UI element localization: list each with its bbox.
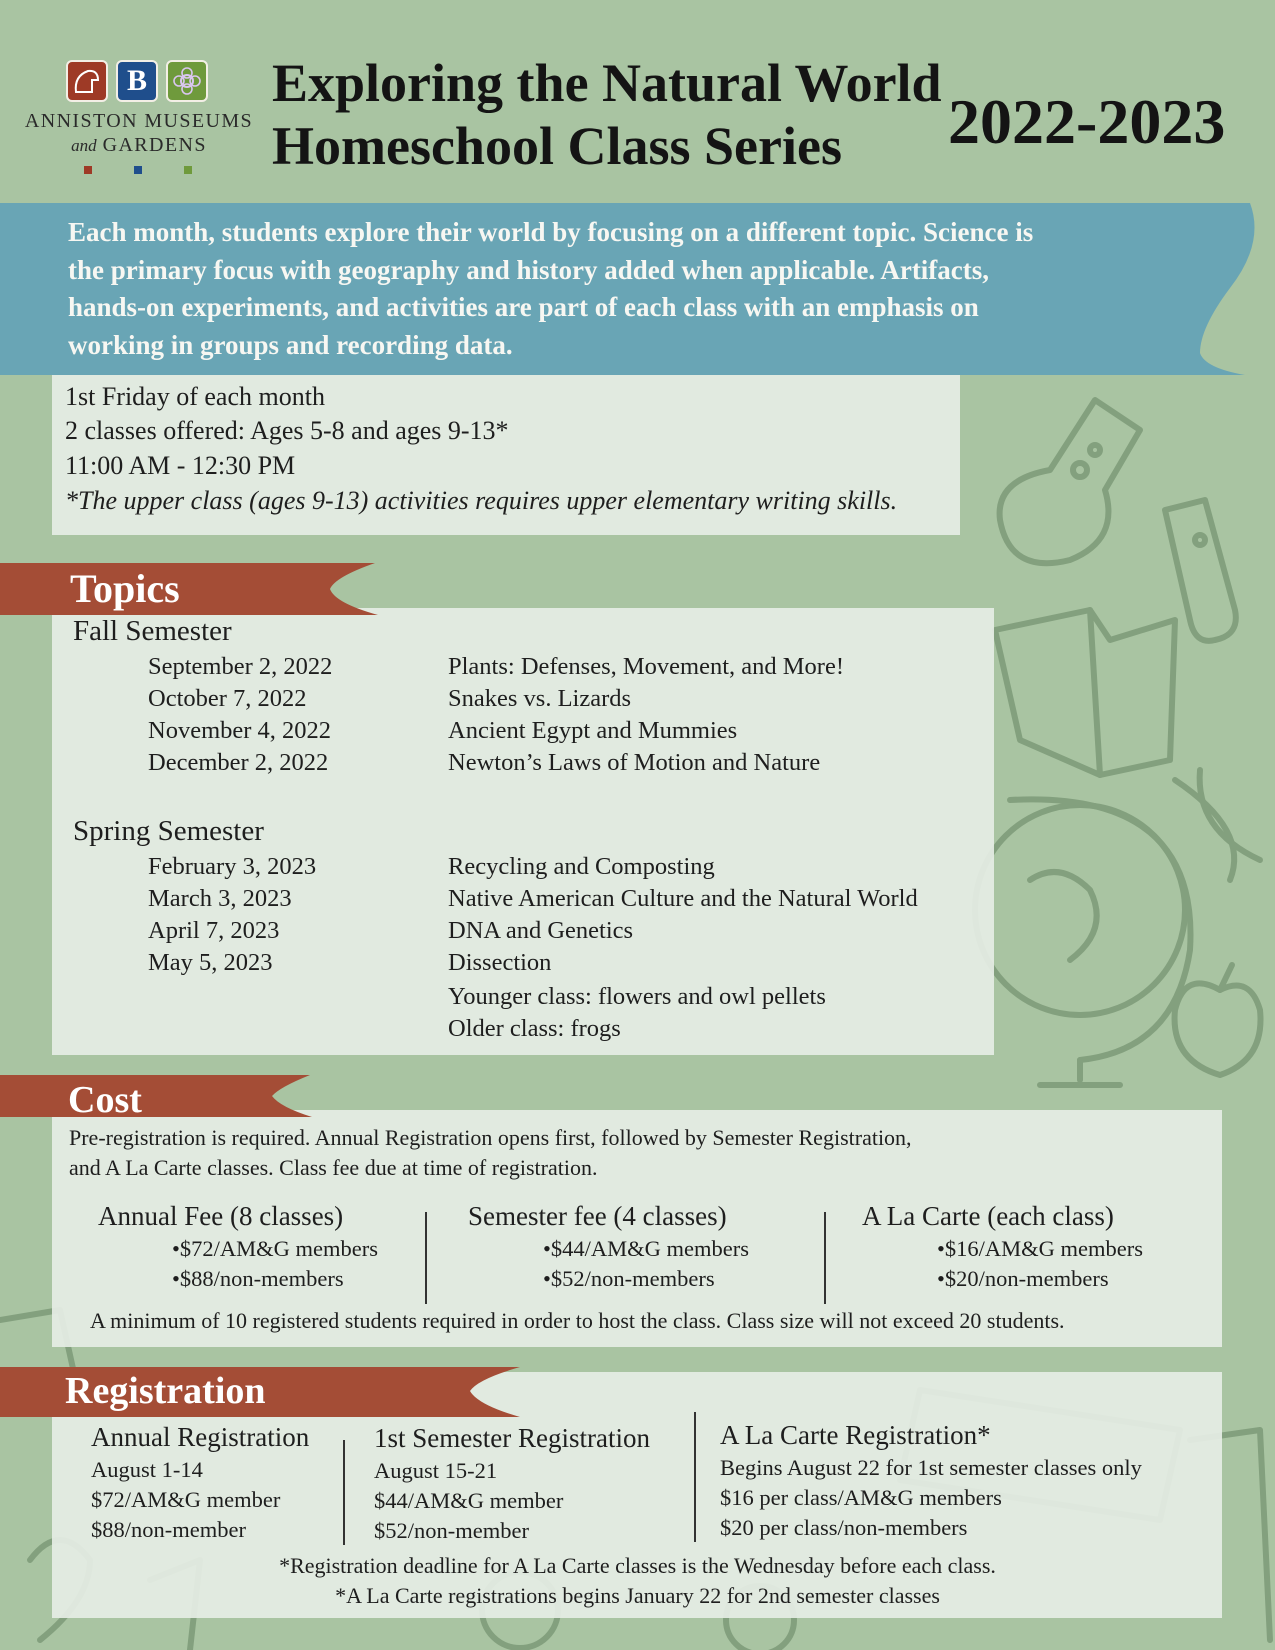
spring-topic-extra: Younger class: flowers and owl pellets	[448, 983, 826, 1010]
a-la-carte-registration-non-member: $20 per class/non-members	[720, 1515, 968, 1540]
annual-registration-non-member: $88/non-member	[91, 1517, 246, 1542]
intro-paragraph	[68, 214, 1188, 364]
fall-topic: Snakes vs. Lizards	[448, 685, 632, 712]
globe-doodle	[975, 799, 1191, 1085]
cost-intro-line1: Pre-registration is required. Annual Registration opens first, followed by Semester Registration,	[69, 1125, 912, 1150]
page-title-line1: Exploring the Natural World	[272, 53, 942, 113]
logo-dot-red	[84, 166, 92, 174]
semester-registration-member: $44/AM&G member	[374, 1488, 564, 1513]
intro-line: hands-on experiments, and activities are part of each class with an emphasis on	[68, 292, 979, 322]
schedule-classes: 2 classes offered: Ages 5-8 and ages 9-13*	[65, 416, 509, 445]
registration-footnote: *Registration deadline for A La Carte classes is the Wednesday before each class.	[279, 1553, 996, 1578]
page-title-line2: Homeschool Class Series	[272, 116, 842, 176]
semester-registration-non-member: $52/non-member	[374, 1518, 529, 1543]
spring-date: February 3, 2023	[148, 853, 317, 880]
logo-b-icon: B	[116, 60, 158, 102]
logo-dot-blue	[134, 166, 142, 174]
fee-divider	[425, 1212, 427, 1304]
fee-divider	[824, 1212, 826, 1304]
a-la-carte-registration-start: Begins August 22 for 1st semester classes only	[720, 1455, 1142, 1480]
a-la-carte-fee-title: A La Carte (each class)	[862, 1201, 1114, 1231]
class-size-note: A minimum of 10 registered students required in order to host the class. Class size will not exceed 20 students.	[90, 1308, 1065, 1333]
spring-topic: Native American Culture and the Natural World	[448, 885, 918, 912]
fall-semester-heading: Fall Semester	[73, 615, 232, 647]
semester-fee-non-member: •$52/non-members	[543, 1266, 715, 1291]
fall-topic: Ancient Egypt and Mummies	[448, 717, 738, 744]
semester-fee-title: Semester fee (4 classes)	[468, 1201, 727, 1231]
registration-divider	[694, 1412, 696, 1542]
fall-topic: Plants: Defenses, Movement, and More!	[448, 653, 844, 680]
schedule-time: 11:00 AM - 12:30 PM	[65, 451, 296, 480]
book-doodle	[995, 610, 1175, 775]
dna-doodle	[1175, 770, 1260, 880]
school-year: 2022-2023	[948, 86, 1226, 157]
spring-topic: Recycling and Composting	[448, 853, 715, 880]
spring-topic-extra: Older class: frogs	[448, 1015, 621, 1042]
cost-heading: Cost	[68, 1079, 142, 1121]
annual-fee-member: •$72/AM&G members	[172, 1236, 378, 1261]
a-la-carte-fee-non-member: •$20/non-members	[937, 1266, 1109, 1291]
cost-ribbon	[0, 1075, 315, 1117]
fall-date: September 2, 2022	[148, 653, 333, 680]
logo-gardens: GARDENS	[102, 134, 207, 156]
spring-semester-heading: Spring Semester	[73, 815, 264, 847]
registration-heading: Registration	[65, 1370, 266, 1412]
logo-name-line2	[24, 134, 254, 157]
schedule-when: 1st Friday of each month	[65, 382, 325, 411]
spring-topic: Dissection	[448, 949, 552, 976]
a-la-carte-registration-member: $16 per class/AM&G members	[720, 1485, 1002, 1510]
annual-fee-non-member: •$88/non-members	[172, 1266, 344, 1291]
fall-date: December 2, 2022	[148, 749, 329, 776]
spring-topic: DNA and Genetics	[448, 917, 634, 944]
spring-date: May 5, 2023	[148, 949, 273, 976]
logo-name-line1: ANNISTON MUSEUMS	[24, 110, 254, 132]
a-la-carte-registration-title: A La Carte Registration*	[720, 1420, 991, 1450]
registration-divider	[343, 1440, 345, 1545]
registration-footnote: *A La Carte registrations begins January 22 for 2nd semester classes	[335, 1583, 940, 1608]
logo-flower-icon	[166, 60, 208, 102]
intro-line: the primary focus with geography and history added when applicable. Artifacts,	[68, 254, 990, 285]
semester-registration-title: 1st Semester Registration	[374, 1423, 650, 1453]
semester-fee-member: •$44/AM&G members	[543, 1236, 749, 1261]
schedule-note: *The upper class (ages 9-13) activities requires upper elementary writing skills.	[65, 486, 898, 515]
apple-doodle	[1175, 965, 1261, 1075]
a-la-carte-fee-member: •$16/AM&G members	[937, 1236, 1143, 1261]
fall-date: November 4, 2022	[148, 717, 332, 744]
flask-doodle	[1000, 400, 1140, 563]
annual-registration-title: Annual Registration	[91, 1422, 310, 1452]
intro-line: working in groups and recording data.	[68, 329, 513, 360]
spring-date: March 3, 2023	[148, 885, 292, 912]
logo-dot-green	[184, 166, 192, 174]
spring-date: April 7, 2023	[148, 917, 280, 944]
annual-registration-dates: August 1-14	[91, 1457, 203, 1482]
fall-topic: Newton’s Laws of Motion and Nature	[448, 749, 821, 776]
cost-intro-line2: and A La Carte classes. Class fee due at time of registration.	[69, 1155, 598, 1180]
annual-registration-member: $72/AM&G member	[91, 1487, 281, 1512]
fall-date: October 7, 2022	[148, 685, 307, 712]
annual-fee-title: Annual Fee (8 classes)	[98, 1201, 344, 1231]
intro-line: Each month, students explore their world by focusing on a different topic. Science is	[68, 217, 1034, 247]
topics-heading: Topics	[70, 566, 180, 611]
topics-ribbon	[0, 563, 380, 615]
logo-museum-icon	[66, 60, 108, 102]
logo-and: and	[71, 136, 97, 155]
semester-registration-dates: August 15-21	[374, 1458, 498, 1483]
